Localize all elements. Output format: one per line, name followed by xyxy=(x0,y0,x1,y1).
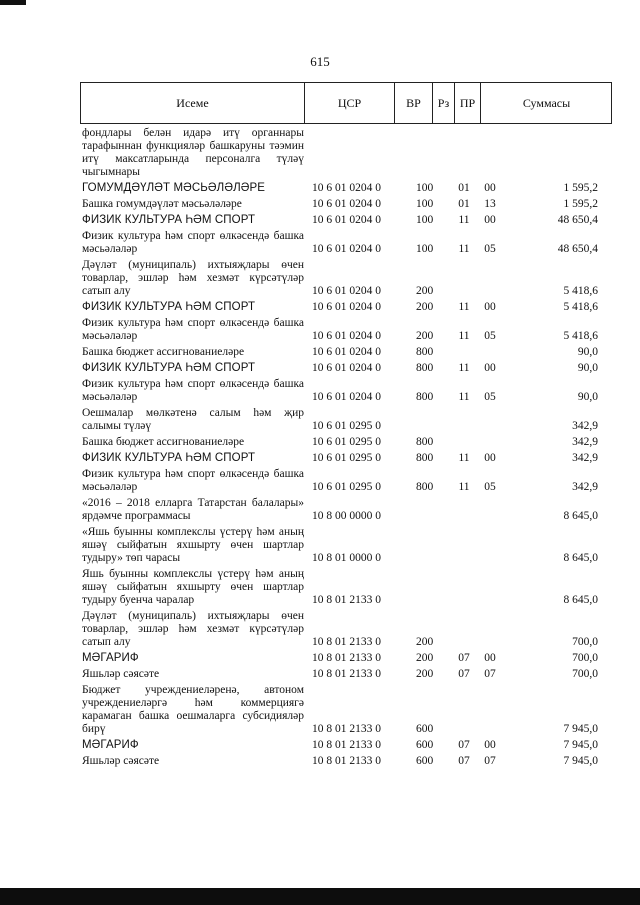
row-pr: 05 xyxy=(484,243,496,255)
row-rz: 11 xyxy=(458,214,470,226)
row-rz: 11 xyxy=(458,481,470,493)
row-sum: 7 945,0 xyxy=(563,723,598,735)
row-csr: 10 6 01 0204 0 xyxy=(312,301,381,313)
row-vr: 800 xyxy=(416,436,434,448)
row-sum: 342,9 xyxy=(572,481,598,493)
row-sum: 342,9 xyxy=(572,436,598,448)
row-rz: 11 xyxy=(458,452,470,464)
row-sum: 700,0 xyxy=(572,668,598,680)
table-row xyxy=(80,196,612,212)
table-row xyxy=(80,650,612,666)
row-pr: 00 xyxy=(484,739,496,751)
row-rz: 11 xyxy=(458,362,470,374)
row-sum: 1 595,2 xyxy=(563,198,598,210)
row-vr: 200 xyxy=(416,636,434,648)
row-sum: 90,0 xyxy=(577,362,598,374)
table-row xyxy=(80,344,612,360)
row-csr: 10 6 01 0295 0 xyxy=(312,481,381,493)
table-row xyxy=(80,466,612,495)
row-sum: 5 418,6 xyxy=(563,285,598,297)
table-row xyxy=(80,666,612,682)
row-sum: 90,0 xyxy=(577,391,598,403)
row-name: Бюджет учреждениеләренә, автоном учреждениеләргә һәм коммерциягә карамаган башка оешмаларга субсидияләр бирү xyxy=(82,684,304,735)
table-row xyxy=(80,360,612,376)
row-pr: 00 xyxy=(484,301,496,313)
row-sum: 342,9 xyxy=(572,420,598,432)
row-name: Башка бюджет ассигнованиеләре xyxy=(82,436,245,448)
table-row xyxy=(80,737,612,753)
table-row xyxy=(80,682,612,737)
row-name: Яшьләр сәясәте xyxy=(82,668,160,680)
table-row xyxy=(80,753,612,769)
row-csr: 10 8 01 2133 0 xyxy=(312,636,381,648)
row-csr: 10 6 01 0295 0 xyxy=(312,436,381,448)
header-csr: ЦСР xyxy=(305,83,395,123)
row-name: Яшь буынны комплекслы үстерү һәм аның яшәү сыйфатын яхшырту өчен шартлар тудыру буенча чаралар xyxy=(82,568,304,606)
row-name: Физик культура һәм спорт өлкәсендә башка мәсьәләләр xyxy=(82,317,304,342)
row-sum: 7 945,0 xyxy=(563,739,598,751)
row-vr: 200 xyxy=(416,668,434,680)
row-rz: 07 xyxy=(458,755,470,767)
row-name: ГОМУМДӘҮЛӘТ МӘСЬӘЛӘЛӘРЕ xyxy=(82,182,266,194)
row-name: фондлары белән идарә итү органнары тарафыннан функцияләр башкаруны тәэмин итү максатларында персоналга түләү чыгымнары xyxy=(82,127,304,178)
header-sum: Суммасы xyxy=(522,96,571,110)
row-name: Башка гомумдәүләт мәсьәләләре xyxy=(82,198,242,210)
row-csr: 10 6 01 0204 0 xyxy=(312,346,381,358)
row-csr: 10 8 01 2133 0 xyxy=(312,668,381,680)
table-row xyxy=(80,405,612,434)
row-vr: 800 xyxy=(416,391,434,403)
row-sum: 8 645,0 xyxy=(563,510,598,522)
row-name: ФИЗИК КУЛЬТУРА ҺӘМ СПОРТ xyxy=(82,214,256,226)
table-row xyxy=(80,212,612,228)
row-name: Физик культура һәм спорт өлкәсендә башка мәсьәләләр xyxy=(82,378,304,403)
row-pr: 05 xyxy=(484,330,496,342)
row-sum: 8 645,0 xyxy=(563,552,598,564)
row-sum: 48 650,4 xyxy=(557,214,598,226)
row-vr: 600 xyxy=(416,739,434,751)
row-csr: 10 8 01 2133 0 xyxy=(312,723,381,735)
row-pr: 00 xyxy=(484,182,496,194)
row-csr: 10 6 01 0204 0 xyxy=(312,214,381,226)
row-csr: 10 6 01 0204 0 xyxy=(312,198,381,210)
row-rz: 01 xyxy=(458,198,470,210)
row-pr: 07 xyxy=(484,668,496,680)
row-sum: 8 645,0 xyxy=(563,594,598,606)
scan-corner-mark xyxy=(0,0,26,5)
row-name: Физик культура һәм спорт өлкәсендә башка мәсьәләләр xyxy=(82,230,304,255)
row-csr: 10 8 01 2133 0 xyxy=(312,652,381,664)
header-pr: ПР xyxy=(455,83,481,123)
row-name: «2016 – 2018 елларга Татарстан балалары» ярдәмче программасы xyxy=(82,497,304,522)
row-rz: 07 xyxy=(458,739,470,751)
row-vr: 800 xyxy=(416,452,434,464)
row-vr: 200 xyxy=(416,652,434,664)
table-header xyxy=(80,82,612,124)
row-pr: 00 xyxy=(484,452,496,464)
row-vr: 200 xyxy=(416,301,434,313)
table-row xyxy=(80,434,612,450)
table-row xyxy=(80,524,612,566)
row-sum: 48 650,4 xyxy=(557,243,598,255)
row-pr: 00 xyxy=(484,652,496,664)
row-csr: 10 6 01 0204 0 xyxy=(312,182,381,194)
page-number: 615 xyxy=(310,54,330,69)
table-row xyxy=(80,450,612,466)
table-row xyxy=(80,228,612,257)
table-row xyxy=(80,495,612,524)
table-row xyxy=(80,180,612,196)
row-vr: 600 xyxy=(416,723,434,735)
row-vr: 200 xyxy=(416,285,434,297)
row-csr: 10 8 01 2133 0 xyxy=(312,755,381,767)
row-csr: 10 6 01 0204 0 xyxy=(312,330,381,342)
row-sum: 700,0 xyxy=(572,636,598,648)
row-vr: 800 xyxy=(416,481,434,493)
row-pr: 05 xyxy=(484,391,496,403)
row-name: Башка бюджет ассигнованиеләре xyxy=(82,346,245,358)
header-vr: ВР xyxy=(395,83,433,123)
scan-bottom-border xyxy=(0,888,640,905)
row-name: ФИЗИК КУЛЬТУРА ҺӘМ СПОРТ xyxy=(82,452,256,464)
row-pr: 00 xyxy=(484,214,496,226)
row-rz: 11 xyxy=(458,330,470,342)
table-row xyxy=(80,376,612,405)
row-name: МӘГАРИФ xyxy=(82,739,139,751)
table-row xyxy=(80,566,612,608)
row-csr: 10 8 01 2133 0 xyxy=(312,594,381,606)
row-vr: 200 xyxy=(416,330,434,342)
row-name: ФИЗИК КУЛЬТУРА ҺӘМ СПОРТ xyxy=(82,362,256,374)
row-pr: 07 xyxy=(484,755,496,767)
row-pr: 00 xyxy=(484,362,496,374)
row-rz: 11 xyxy=(458,391,470,403)
row-pr: 13 xyxy=(484,198,496,210)
table-row xyxy=(80,608,612,650)
row-vr: 100 xyxy=(416,243,434,255)
row-sum: 5 418,6 xyxy=(563,301,598,313)
row-rz: 11 xyxy=(458,243,470,255)
row-vr: 600 xyxy=(416,755,434,767)
header-rz: Рз xyxy=(433,83,455,123)
row-csr: 10 6 01 0204 0 xyxy=(312,285,381,297)
row-rz: 07 xyxy=(458,652,470,664)
row-name: Дәүләт (муниципаль) ихтыяҗлары өчен товарлар, эшләр һәм хезмәт күрсәтүләр сатып алу xyxy=(82,259,304,297)
row-vr: 100 xyxy=(416,214,434,226)
row-csr: 10 6 01 0204 0 xyxy=(312,362,381,374)
row-name: Дәүләт (муниципаль) ихтыяҗлары өчен товарлар, эшләр һәм хезмәт күрсәтүләр сатып алу xyxy=(82,610,304,648)
row-name: Физик культура һәм спорт өлкәсендә башка мәсьәләләр xyxy=(82,468,304,493)
table-row xyxy=(80,125,612,180)
row-vr: 100 xyxy=(416,182,434,194)
row-sum: 90,0 xyxy=(577,346,598,358)
table-row xyxy=(80,299,612,315)
row-csr: 10 6 01 0204 0 xyxy=(312,243,381,255)
row-sum: 700,0 xyxy=(572,652,598,664)
row-name: Яшьләр сәясәте xyxy=(82,755,160,767)
row-sum: 5 418,6 xyxy=(563,330,598,342)
row-pr: 05 xyxy=(484,481,496,493)
row-csr: 10 6 01 0295 0 xyxy=(312,452,381,464)
row-sum: 342,9 xyxy=(572,452,598,464)
row-name: Оешмалар мөлкәтенә салым һәм җир салымы түләү xyxy=(82,407,304,432)
row-sum: 1 595,2 xyxy=(563,182,598,194)
row-vr: 100 xyxy=(416,198,434,210)
row-vr: 800 xyxy=(416,346,434,358)
table-row xyxy=(80,257,612,299)
row-csr: 10 8 00 0000 0 xyxy=(312,510,381,522)
row-csr: 10 6 01 0204 0 xyxy=(312,391,381,403)
row-rz: 11 xyxy=(458,301,470,313)
row-name: МӘГАРИФ xyxy=(82,652,139,664)
table-row xyxy=(80,315,612,344)
row-rz: 07 xyxy=(458,668,470,680)
header-name: Исеме xyxy=(81,83,305,123)
row-name: ФИЗИК КУЛЬТУРА ҺӘМ СПОРТ xyxy=(82,301,256,313)
row-csr: 10 6 01 0295 0 xyxy=(312,420,381,432)
row-name: «Яшь буынны комплекслы үстерү һәм аның яшәү сыйфатын яхшырту өчен шартлар тудыру» төп чарасы xyxy=(82,526,304,564)
row-csr: 10 8 01 2133 0 xyxy=(312,739,381,751)
row-sum: 7 945,0 xyxy=(563,755,598,767)
table-body xyxy=(80,125,612,769)
row-csr: 10 8 01 0000 0 xyxy=(312,552,381,564)
row-vr: 800 xyxy=(416,362,434,374)
row-rz: 01 xyxy=(458,182,470,194)
